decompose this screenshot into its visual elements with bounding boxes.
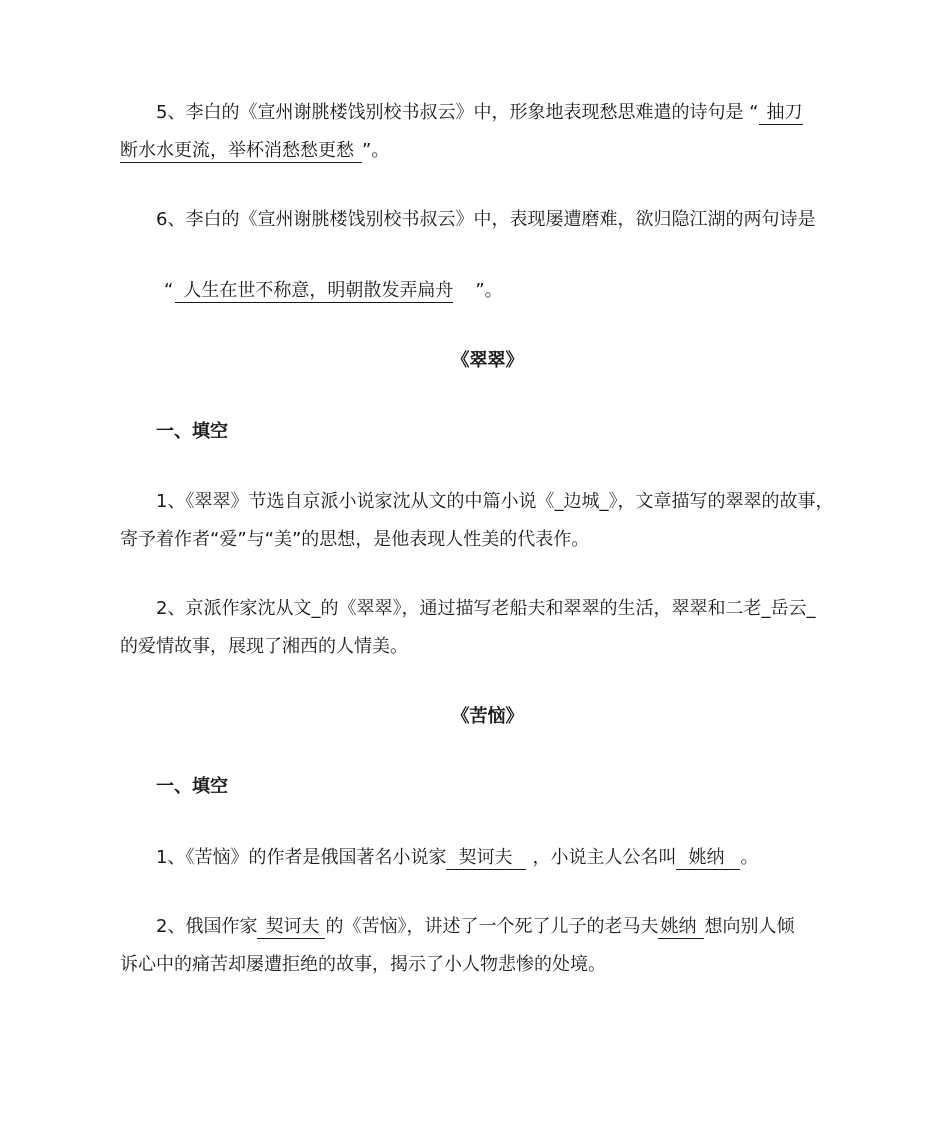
cuicui-q1-line2: 寄予着作者“爱”与“美”的思想，是他表现人性美的代表作。 bbox=[120, 529, 590, 550]
question-text: 想向别人倾 bbox=[704, 916, 795, 937]
question-number: 5、 bbox=[156, 102, 186, 123]
question-number: 2、 bbox=[156, 598, 186, 619]
answer-blank: 断水水更流，举杯消愁愁更愁 bbox=[120, 140, 362, 163]
libai-q5-line2 bbox=[120, 139, 389, 163]
question-text: 京派作家沈从文_的《翠翠》，通过描写老船夫和翠翠的生活，翠翠和二老_岳云_ bbox=[185, 598, 816, 619]
question-text: ”。 bbox=[362, 140, 390, 161]
libai-q5-line1 bbox=[156, 101, 803, 125]
answer-blank: 姚纳 bbox=[658, 916, 704, 939]
question-number: 2、 bbox=[156, 916, 186, 937]
answer-blank: 契诃夫 bbox=[446, 847, 526, 870]
answer-blank: 姚纳 bbox=[676, 847, 740, 870]
question-number: 6、 bbox=[156, 209, 186, 230]
answer-blank: 契诃夫 bbox=[257, 916, 325, 939]
quote-mark: “ bbox=[164, 280, 174, 301]
kunao-q1-line1 bbox=[156, 846, 758, 870]
question-text: 的《苦恼》，讲述了一个死了儿子的老马夫 bbox=[325, 916, 659, 937]
question-text: ”。 bbox=[475, 280, 503, 301]
question-text: 《苦恼》的作者是俄国著名小说家 bbox=[185, 847, 447, 868]
question-text: 《翠翠》节选自京派小说家沈从文的中篇小说《 bbox=[185, 491, 555, 512]
question-number: 1、 bbox=[156, 847, 186, 868]
kunao-q2-line2: 诉心中的痛苦却屡遭拒绝的故事，揭示了小人物悲惨的处境。 bbox=[120, 954, 606, 975]
kunao-q2-line1 bbox=[156, 915, 794, 939]
question-text: 俄国作家 bbox=[185, 916, 258, 937]
answer-blank: 抽刀 bbox=[759, 102, 803, 125]
answer-blank: 人生在世不称意，明朝散发弄扁舟 bbox=[175, 280, 453, 303]
libai-q6-line2 bbox=[164, 279, 503, 303]
answer-blank: _边城_ bbox=[554, 491, 609, 512]
cuicui-q1-line1 bbox=[156, 490, 833, 514]
section-heading-fill: 一、填空 bbox=[156, 776, 228, 797]
cuicui-q2-line2: 的爱情故事，展现了湘西的人情美。 bbox=[120, 636, 408, 657]
question-text: 》，文章描写的翠翠的故事， bbox=[608, 491, 834, 512]
libai-q6-line1 bbox=[156, 208, 815, 232]
cuicui-q2-line1 bbox=[156, 597, 815, 621]
question-number: 1、 bbox=[156, 491, 186, 512]
section-title-cuicui: 《翠翠》 bbox=[451, 350, 524, 371]
section-title-kunao: 《苦恼》 bbox=[451, 706, 524, 727]
section-heading-fill: 一、填空 bbox=[156, 421, 228, 442]
question-text: 。 bbox=[740, 847, 759, 868]
question-text: ，小说主人公名叫 bbox=[532, 847, 677, 868]
question-text: 李白的《宣州谢朓楼饯别校书叔云》中，形象地表现愁思难遣的诗句是 “ bbox=[185, 102, 759, 123]
question-text: 李白的《宣州谢朓楼饯别校书叔云》中，表现屡遭磨难，欲归隐江湖的两句诗是 bbox=[185, 209, 816, 230]
